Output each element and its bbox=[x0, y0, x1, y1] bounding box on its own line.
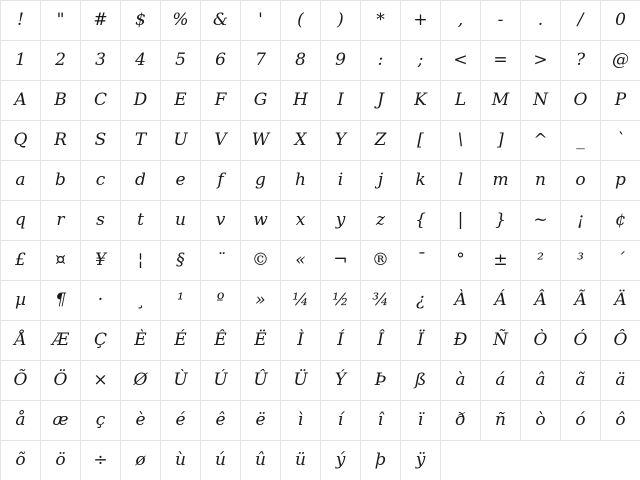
glyph-cell: k bbox=[401, 161, 441, 201]
glyph-cell: K bbox=[401, 81, 441, 121]
glyph-cell: n bbox=[521, 161, 561, 201]
glyph-cell: 3 bbox=[81, 41, 121, 81]
glyph-cell: À bbox=[441, 281, 481, 321]
glyph-cell: î bbox=[361, 401, 401, 441]
glyph-cell: t bbox=[121, 201, 161, 241]
glyph-cell: ò bbox=[521, 401, 561, 441]
glyph-cell: [ bbox=[401, 121, 441, 161]
glyph-cell: · bbox=[81, 281, 121, 321]
glyph-cell: d bbox=[121, 161, 161, 201]
glyph-cell: _ bbox=[561, 121, 601, 161]
glyph-cell: å bbox=[1, 401, 41, 441]
glyph-cell: ô bbox=[601, 401, 640, 441]
glyph-cell: s bbox=[81, 201, 121, 241]
glyph-cell: Û bbox=[241, 361, 281, 401]
glyph-cell: ÷ bbox=[81, 441, 121, 480]
glyph-cell: B bbox=[41, 81, 81, 121]
glyph-cell: ú bbox=[201, 441, 241, 480]
glyph-cell: ü bbox=[281, 441, 321, 480]
glyph-cell: ] bbox=[481, 121, 521, 161]
glyph-cell: X bbox=[281, 121, 321, 161]
glyph-cell: * bbox=[361, 1, 401, 41]
glyph-cell: O bbox=[561, 81, 601, 121]
glyph-cell: A bbox=[1, 81, 41, 121]
glyph-cell: 9 bbox=[321, 41, 361, 81]
glyph-cell: @ bbox=[601, 41, 640, 81]
glyph-cell: . bbox=[521, 1, 561, 41]
glyph-cell: µ bbox=[1, 281, 41, 321]
glyph-cell: > bbox=[521, 41, 561, 81]
glyph-cell: & bbox=[201, 1, 241, 41]
glyph-cell: ¾ bbox=[361, 281, 401, 321]
glyph-cell: í bbox=[321, 401, 361, 441]
glyph-cell: ± bbox=[481, 241, 521, 281]
glyph-cell: z bbox=[361, 201, 401, 241]
glyph-cell: l bbox=[441, 161, 481, 201]
glyph-cell: Ë bbox=[241, 321, 281, 361]
glyph-cell: º bbox=[201, 281, 241, 321]
glyph-cell: ¡ bbox=[561, 201, 601, 241]
glyph-cell: j bbox=[361, 161, 401, 201]
glyph-cell: ! bbox=[1, 1, 41, 41]
glyph-cell: 1 bbox=[1, 41, 41, 81]
glyph-cell: , bbox=[441, 1, 481, 41]
glyph-cell: - bbox=[481, 1, 521, 41]
glyph-cell: Ð bbox=[441, 321, 481, 361]
empty-cell bbox=[601, 441, 640, 480]
glyph-cell: D bbox=[121, 81, 161, 121]
glyph-cell: ¸ bbox=[121, 281, 161, 321]
glyph-cell: 2 bbox=[41, 41, 81, 81]
glyph-cell: ç bbox=[81, 401, 121, 441]
glyph-cell: ( bbox=[281, 1, 321, 41]
glyph-cell: ³ bbox=[561, 241, 601, 281]
glyph-cell: V bbox=[201, 121, 241, 161]
glyph-cell: ø bbox=[121, 441, 161, 480]
glyph-cell: Í bbox=[321, 321, 361, 361]
glyph-cell: ó bbox=[561, 401, 601, 441]
glyph-cell: \ bbox=[441, 121, 481, 161]
glyph-cell: ë bbox=[241, 401, 281, 441]
glyph-cell: Ì bbox=[281, 321, 321, 361]
glyph-cell: H bbox=[281, 81, 321, 121]
glyph-cell: e bbox=[161, 161, 201, 201]
glyph-cell: ¶ bbox=[41, 281, 81, 321]
glyph-cell: ß bbox=[401, 361, 441, 401]
glyph-cell: o bbox=[561, 161, 601, 201]
glyph-cell: r bbox=[41, 201, 81, 241]
glyph-cell: q bbox=[1, 201, 41, 241]
glyph-cell: G bbox=[241, 81, 281, 121]
glyph-cell: Ý bbox=[321, 361, 361, 401]
glyph-cell: $ bbox=[121, 1, 161, 41]
empty-cell bbox=[481, 441, 521, 480]
glyph-cell: S bbox=[81, 121, 121, 161]
glyph-cell: È bbox=[121, 321, 161, 361]
glyph-cell: C bbox=[81, 81, 121, 121]
glyph-cell: Ø bbox=[121, 361, 161, 401]
glyph-cell: ® bbox=[361, 241, 401, 281]
glyph-cell: " bbox=[41, 1, 81, 41]
glyph-cell: õ bbox=[1, 441, 41, 480]
glyph-cell: þ bbox=[361, 441, 401, 480]
glyph-cell: Ä bbox=[601, 281, 640, 321]
glyph-cell: T bbox=[121, 121, 161, 161]
glyph-cell: § bbox=[161, 241, 201, 281]
glyph-cell: f bbox=[201, 161, 241, 201]
glyph-cell: ~ bbox=[521, 201, 561, 241]
glyph-cell: b bbox=[41, 161, 81, 201]
glyph-cell: ý bbox=[321, 441, 361, 480]
glyph-cell: h bbox=[281, 161, 321, 201]
glyph-cell: ÿ bbox=[401, 441, 441, 480]
glyph-cell: x bbox=[281, 201, 321, 241]
glyph-cell: W bbox=[241, 121, 281, 161]
glyph-cell: û bbox=[241, 441, 281, 480]
glyph-cell: © bbox=[241, 241, 281, 281]
glyph-cell: ¨ bbox=[201, 241, 241, 281]
glyph-cell: ì bbox=[281, 401, 321, 441]
glyph-cell: ð bbox=[441, 401, 481, 441]
glyph-cell: ´ bbox=[601, 241, 640, 281]
glyph-cell: ¿ bbox=[401, 281, 441, 321]
glyph-cell: « bbox=[281, 241, 321, 281]
glyph-cell: ¬ bbox=[321, 241, 361, 281]
glyph-cell: £ bbox=[1, 241, 41, 281]
glyph-cell: | bbox=[441, 201, 481, 241]
glyph-cell: J bbox=[361, 81, 401, 121]
glyph-cell: / bbox=[561, 1, 601, 41]
glyph-cell: + bbox=[401, 1, 441, 41]
empty-cell bbox=[441, 441, 481, 480]
glyph-cell: 8 bbox=[281, 41, 321, 81]
glyph-cell: ä bbox=[601, 361, 640, 401]
glyph-cell: ï bbox=[401, 401, 441, 441]
glyph-cell: ` bbox=[601, 121, 640, 161]
glyph-cell: ' bbox=[241, 1, 281, 41]
glyph-cell: % bbox=[161, 1, 201, 41]
glyph-cell: # bbox=[81, 1, 121, 41]
glyph-cell: Þ bbox=[361, 361, 401, 401]
glyph-cell: Ç bbox=[81, 321, 121, 361]
glyph-cell: Æ bbox=[41, 321, 81, 361]
glyph-cell: = bbox=[481, 41, 521, 81]
glyph-cell: É bbox=[161, 321, 201, 361]
glyph-cell: g bbox=[241, 161, 281, 201]
glyph-cell: Ó bbox=[561, 321, 601, 361]
glyph-cell: Ï bbox=[401, 321, 441, 361]
glyph-cell: } bbox=[481, 201, 521, 241]
glyph-cell: ; bbox=[401, 41, 441, 81]
glyph-cell: Ö bbox=[41, 361, 81, 401]
glyph-cell: ) bbox=[321, 1, 361, 41]
glyph-cell: ¼ bbox=[281, 281, 321, 321]
glyph-cell: Ã bbox=[561, 281, 601, 321]
glyph-cell: 4 bbox=[121, 41, 161, 81]
glyph-cell: Î bbox=[361, 321, 401, 361]
glyph-cell: ã bbox=[561, 361, 601, 401]
glyph-cell: ¦ bbox=[121, 241, 161, 281]
glyph-cell: ¥ bbox=[81, 241, 121, 281]
glyph-cell: » bbox=[241, 281, 281, 321]
glyph-cell: 7 bbox=[241, 41, 281, 81]
glyph-cell: é bbox=[161, 401, 201, 441]
glyph-cell: Ù bbox=[161, 361, 201, 401]
glyph-cell: ^ bbox=[521, 121, 561, 161]
glyph-cell: U bbox=[161, 121, 201, 161]
empty-cell bbox=[521, 441, 561, 480]
glyph-cell: â bbox=[521, 361, 561, 401]
glyph-cell: F bbox=[201, 81, 241, 121]
glyph-cell: : bbox=[361, 41, 401, 81]
glyph-cell: L bbox=[441, 81, 481, 121]
glyph-cell: ¹ bbox=[161, 281, 201, 321]
glyph-cell: w bbox=[241, 201, 281, 241]
glyph-cell: 5 bbox=[161, 41, 201, 81]
glyph-cell: y bbox=[321, 201, 361, 241]
glyph-cell: E bbox=[161, 81, 201, 121]
glyph-cell: à bbox=[441, 361, 481, 401]
glyph-cell: P bbox=[601, 81, 640, 121]
glyph-cell: 6 bbox=[201, 41, 241, 81]
glyph-cell: M bbox=[481, 81, 521, 121]
glyph-cell: ² bbox=[521, 241, 561, 281]
glyph-cell: u bbox=[161, 201, 201, 241]
glyph-cell: Y bbox=[321, 121, 361, 161]
glyph-cell: m bbox=[481, 161, 521, 201]
glyph-cell: Á bbox=[481, 281, 521, 321]
glyph-cell: Ê bbox=[201, 321, 241, 361]
glyph-cell: × bbox=[81, 361, 121, 401]
glyph-cell: Ô bbox=[601, 321, 640, 361]
glyph-cell: p bbox=[601, 161, 640, 201]
glyph-cell: c bbox=[81, 161, 121, 201]
glyph-cell: Å bbox=[1, 321, 41, 361]
glyph-cell: ñ bbox=[481, 401, 521, 441]
glyph-cell: 0 bbox=[601, 1, 640, 41]
glyph-cell: N bbox=[521, 81, 561, 121]
glyph-cell: è bbox=[121, 401, 161, 441]
glyph-cell: Â bbox=[521, 281, 561, 321]
glyph-cell: Ü bbox=[281, 361, 321, 401]
glyph-cell: Ñ bbox=[481, 321, 521, 361]
glyph-cell: ê bbox=[201, 401, 241, 441]
glyph-cell: v bbox=[201, 201, 241, 241]
glyph-cell: ? bbox=[561, 41, 601, 81]
glyph-cell: á bbox=[481, 361, 521, 401]
glyph-cell: ù bbox=[161, 441, 201, 480]
glyph-cell: ¤ bbox=[41, 241, 81, 281]
glyph-cell: R bbox=[41, 121, 81, 161]
glyph-cell: I bbox=[321, 81, 361, 121]
glyph-cell: { bbox=[401, 201, 441, 241]
glyph-cell: i bbox=[321, 161, 361, 201]
glyph-cell: æ bbox=[41, 401, 81, 441]
glyph-cell: ¢ bbox=[601, 201, 640, 241]
glyph-cell: < bbox=[441, 41, 481, 81]
glyph-cell: Q bbox=[1, 121, 41, 161]
glyph-cell: Z bbox=[361, 121, 401, 161]
glyph-cell: ° bbox=[441, 241, 481, 281]
glyph-cell: a bbox=[1, 161, 41, 201]
glyph-cell: ö bbox=[41, 441, 81, 480]
glyph-cell: Õ bbox=[1, 361, 41, 401]
glyph-cell: ½ bbox=[321, 281, 361, 321]
glyph-cell: ¯ bbox=[401, 241, 441, 281]
glyph-cell: Ú bbox=[201, 361, 241, 401]
glyph-cell: Ò bbox=[521, 321, 561, 361]
empty-cell bbox=[561, 441, 601, 480]
